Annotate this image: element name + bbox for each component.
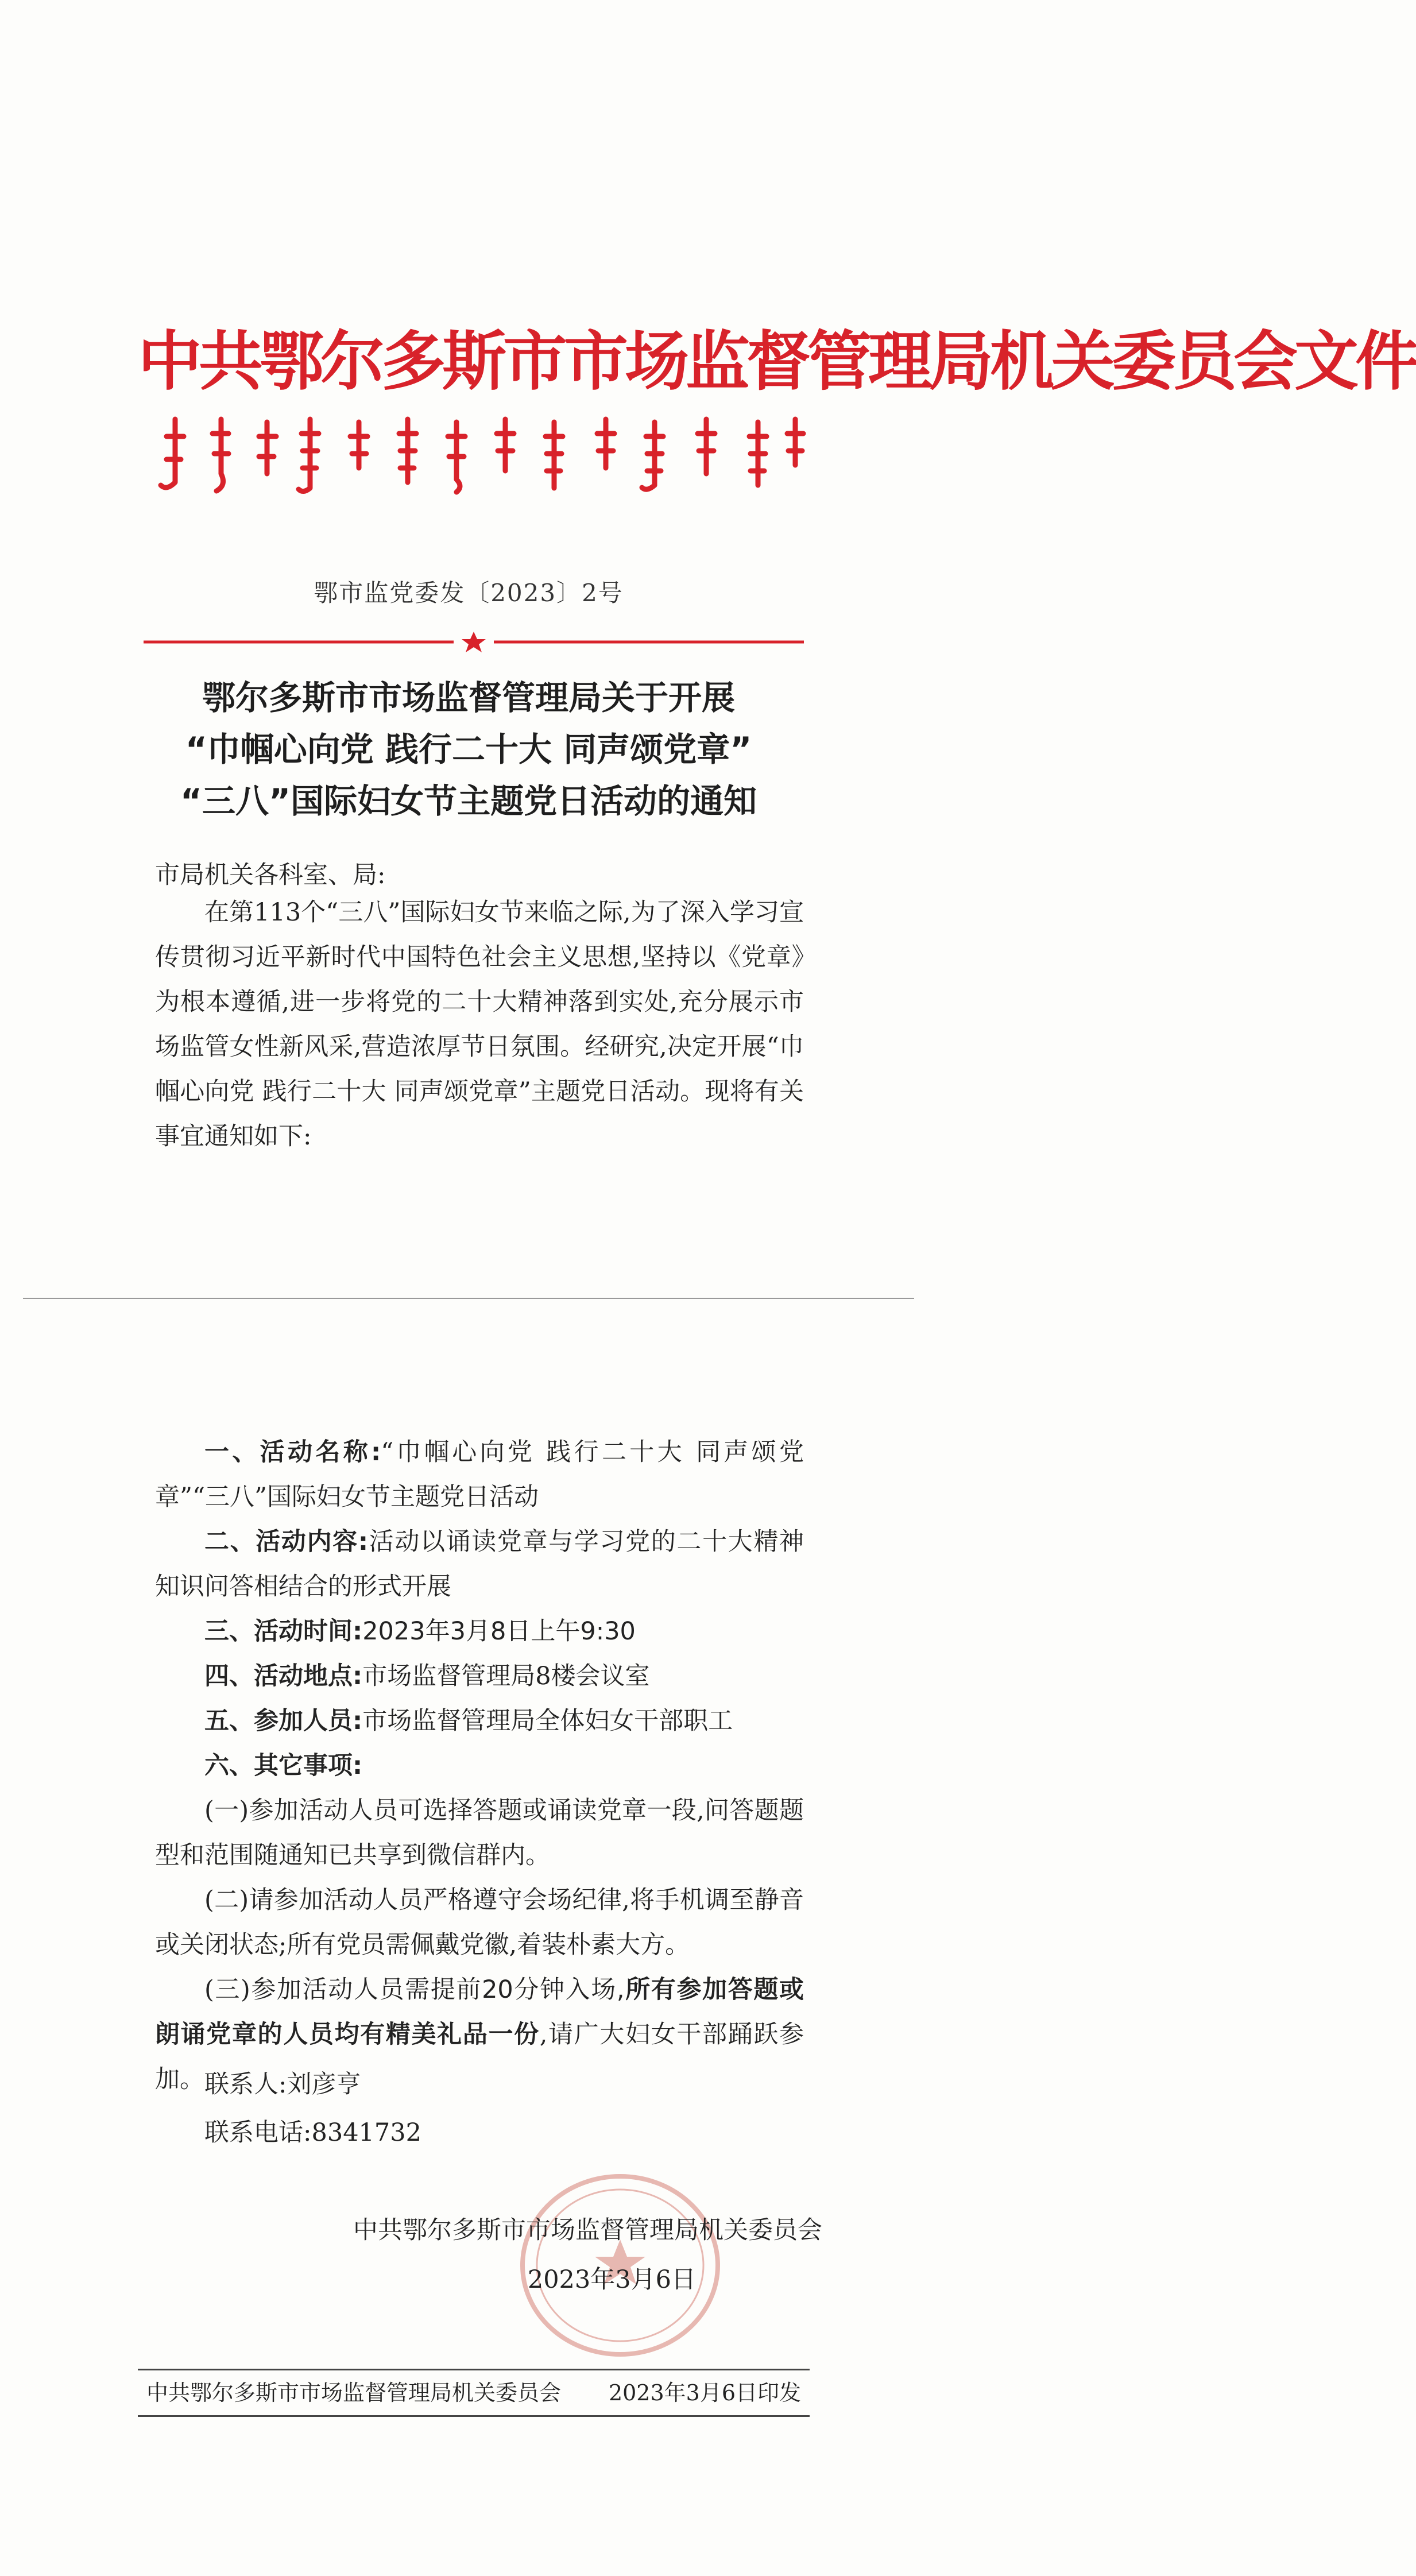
item-label: 三、活动时间: — [204, 1617, 363, 1646]
subitem-three-post: ,请广大妇女干部踊跃参加。 — [155, 2020, 804, 2094]
footer-rule-top — [138, 2369, 810, 2370]
document-number: 鄂市监党委发〔2023〕2号 — [314, 579, 624, 607]
item-activity-time — [155, 1609, 804, 1654]
page-break-line — [23, 1298, 914, 1299]
item-label: 四、活动地点: — [204, 1662, 363, 1691]
print-footer — [146, 2375, 801, 2407]
activity-items — [155, 1430, 804, 2102]
masthead-title: 中共鄂尔多斯市市场监督管理局机关委员会文件 — [138, 324, 1416, 399]
mongolian-script-row — [152, 413, 813, 500]
footer-rule-bottom — [138, 2415, 810, 2417]
item-text: 市场监督管理局全体妇女干部职工 — [362, 1707, 733, 1735]
salutation: 市局机关各科室、局: — [155, 861, 386, 889]
subitem-one: (一)参加活动人员可选择答题或诵读党章一段,问答题题型和范围随通知已共享到微信群内。 — [155, 1796, 804, 1870]
item-activity-location — [155, 1654, 804, 1699]
subitem-three-bold: 所有参加答题或朗诵党章的人员均有精美礼品一份 — [155, 1975, 804, 2049]
item-text: 活动以诵读党章与学习党的二十大精神知识问答相结合的形式开展 — [155, 1527, 804, 1601]
contact-person: 联系人:刘彦亨 — [204, 2070, 361, 2099]
item-other-matters — [155, 1743, 804, 1788]
signoff-organization: 中共鄂尔多斯市市场监督管理局机关委员会 — [353, 2216, 822, 2245]
signoff-date: 2023年3月6日 — [527, 2265, 696, 2294]
item-text: 2023年3月8日上午9:30 — [362, 1617, 636, 1646]
notice-title-line-2: “巾帼心向党 践行二十大 同声颂党章” — [185, 730, 752, 769]
item-participants — [155, 1699, 804, 1743]
notice-title-line-3: “三八”国际妇女节主题党日活动的通知 — [180, 782, 757, 821]
subitem-three-pre: (三)参加活动人员需提前 — [204, 1975, 482, 2004]
intro-paragraph: 在第113个“三八”国际妇女节来临之际,为了深入学习宣传贯彻习近平新时代中国特色社会主义思想,坚持以《党章》为根本遵循,进一步将党的二十大精神落到实处,充分展示市场监管女性新风采,营造浓厚节日氛围。经研究,决定开展“巾帼心向党 践行二十大 同声颂党章”主题党日活动。现将有关事宜通知如下: — [155, 898, 804, 1151]
subitem-three-time: 20分钟入场, — [482, 1975, 625, 2004]
notice-title — [0, 672, 937, 827]
item-activity-name — [155, 1430, 804, 1519]
item-label: 二、活动内容: — [204, 1527, 369, 1556]
item-label: 一、活动名称: — [204, 1438, 381, 1467]
notice-title-line-1: 鄂尔多斯市市场监督管理局关于开展 — [202, 678, 735, 717]
footer-print-date: 2023年3月6日印发 — [608, 2380, 801, 2405]
footer-organization: 中共鄂尔多斯市市场监督管理局机关委员会 — [146, 2380, 562, 2405]
item-label: 六、其它事项: — [204, 1751, 363, 1780]
item-activity-content — [155, 1519, 804, 1609]
item-text: 市场监督管理局8楼会议室 — [362, 1662, 650, 1691]
item-text: “巾帼心向党 践行二十大 同声颂党章”“三八”国际妇女节主题党日活动 — [155, 1438, 804, 1511]
red-star-icon — [462, 632, 486, 652]
item-label: 五、参加人员: — [204, 1707, 363, 1735]
subitem-two: (二)请参加活动人员严格遵守会场纪律,将手机调至静音或关闭状态;所有党员需佩戴党徽,着装朴素大方。 — [155, 1886, 804, 1959]
red-rule-with-star — [144, 631, 804, 653]
contact-phone: 联系电话:8341732 — [204, 2118, 421, 2147]
